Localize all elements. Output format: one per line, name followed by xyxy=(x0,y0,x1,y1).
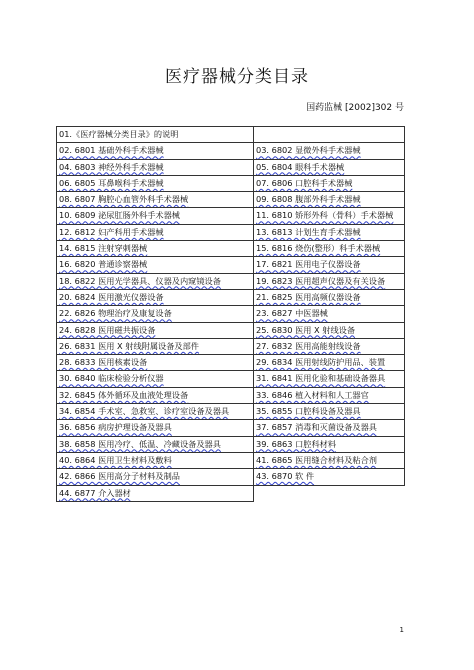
catalog-cell-right[interactable] xyxy=(253,175,405,192)
catalog-row xyxy=(56,289,406,305)
catalog-row xyxy=(56,273,406,289)
catalog-cell-right[interactable] xyxy=(253,142,405,159)
catalog-item-link[interactable]: 28. 6833 医用核素设备 xyxy=(59,357,148,368)
catalog-cell-right[interactable] xyxy=(253,159,405,176)
catalog-item-link[interactable]: 26. 6831 医用 X 射线附属设备及部件 xyxy=(59,340,199,351)
catalog-cell-left[interactable] xyxy=(56,387,254,404)
catalog-row xyxy=(56,370,406,386)
page-title: 医疗器械分类目录 xyxy=(165,67,309,87)
catalog-row xyxy=(56,436,406,452)
catalog-item-link[interactable]: 34. 6854 手术室、急救室、诊疗室设备及器具 xyxy=(59,406,230,417)
catalog-cell-right[interactable] xyxy=(253,419,405,436)
catalog-cell-left[interactable] xyxy=(56,370,254,387)
catalog-item-link[interactable]: 31. 6841 医用化验和基础设备器具 xyxy=(256,373,386,384)
catalog-cell-left[interactable] xyxy=(56,273,254,290)
catalog-cell-left[interactable] xyxy=(56,338,254,355)
catalog-cell-right[interactable] xyxy=(253,370,405,387)
catalog-cell-left[interactable] xyxy=(56,175,254,192)
catalog-row xyxy=(56,240,406,256)
catalog-row xyxy=(56,159,406,175)
catalog-item-link[interactable]: 03. 6802 显微外科手术器械 xyxy=(256,145,361,156)
catalog-row xyxy=(56,175,406,191)
catalog-cell-right[interactable] xyxy=(253,240,405,257)
catalog-row xyxy=(56,126,406,142)
catalog-row xyxy=(56,322,406,338)
catalog-item-link[interactable]: 02. 6801 基础外科手术器械 xyxy=(59,145,164,156)
catalog-item-link[interactable]: 19. 6823 医用超声仪器及有关设备 xyxy=(256,275,386,286)
catalog-cell-left[interactable] xyxy=(56,224,254,241)
catalog-cell-left[interactable] xyxy=(56,305,254,322)
catalog-row xyxy=(56,387,406,403)
catalog-item-link[interactable]: 17. 6821 医用电子仪器设备 xyxy=(256,259,361,270)
catalog-table xyxy=(56,126,406,501)
catalog-item-link[interactable]: 33. 6846 植入材料和人工器官 xyxy=(256,389,369,400)
catalog-row xyxy=(56,403,406,419)
catalog-cell-right[interactable] xyxy=(253,468,405,485)
catalog-item-link[interactable]: 07. 6806 口腔科手术器械 xyxy=(256,177,353,188)
catalog-item-link[interactable]: 18. 6822 医用光学器具、仪器及内窥镜设备 xyxy=(59,275,221,286)
catalog-cell-left[interactable] xyxy=(56,142,254,159)
catalog-cell-right[interactable] xyxy=(253,256,405,273)
catalog-cell-right[interactable] xyxy=(253,305,405,322)
catalog-row xyxy=(56,142,406,158)
catalog-item-link[interactable]: 11. 6810 矫形外科（骨科）手术器械 xyxy=(256,210,394,221)
catalog-item-link[interactable]: 14. 6815 注射穿刺器械 xyxy=(59,243,148,254)
catalog-item-link[interactable]: 12. 6812 妇产科用手术器械 xyxy=(59,226,164,237)
catalog-item-link[interactable]: 22. 6826 物理治疗及康复设备 xyxy=(59,308,172,319)
catalog-cell-right[interactable] xyxy=(253,354,405,371)
catalog-cell-right[interactable] xyxy=(253,403,405,420)
catalog-item-link[interactable]: 01.《医疗器械分类目录》的说明 xyxy=(59,129,179,139)
catalog-item-link[interactable]: 38. 6858 医用冷疗、低温、冷藏设备及器具 xyxy=(59,438,221,449)
catalog-cell-right[interactable] xyxy=(253,387,405,404)
catalog-row xyxy=(56,485,406,501)
catalog-item-link[interactable]: 25. 6830 医用 X 射线设备 xyxy=(256,324,356,335)
catalog-item-link[interactable]: 39. 6863 口腔科材料 xyxy=(256,438,337,449)
page-number: 1 xyxy=(399,626,404,634)
catalog-row xyxy=(56,191,406,207)
catalog-cell-right[interactable] xyxy=(253,338,405,355)
catalog-row xyxy=(56,305,406,321)
catalog-cell-right[interactable] xyxy=(253,207,405,224)
catalog-item-link[interactable]: 27. 6832 医用高能射线设备 xyxy=(256,340,361,351)
catalog-item-link[interactable]: 08. 6807 胸腔心血管外科手术器械 xyxy=(59,194,189,205)
catalog-cell-left[interactable] xyxy=(56,289,254,306)
catalog-item-link[interactable]: 41. 6865 医用缝合材料及粘合剂 xyxy=(256,454,377,465)
catalog-item-link[interactable]: 05. 6804 眼科手术器械 xyxy=(256,161,345,172)
catalog-cell-left[interactable] xyxy=(56,207,254,224)
catalog-item-link[interactable]: 13. 6813 计划生育手术器械 xyxy=(256,226,361,237)
catalog-row xyxy=(56,224,406,240)
catalog-item-link[interactable]: 09. 6808 腹部外科手术器械 xyxy=(256,194,361,205)
catalog-row xyxy=(56,452,406,468)
catalog-cell-left[interactable] xyxy=(56,159,254,176)
catalog-item-link[interactable]: 04. 6803 神经外科手术器械 xyxy=(59,161,164,172)
catalog-cell-left[interactable] xyxy=(56,452,254,469)
catalog-item-link[interactable]: 23. 6827 中医器械 xyxy=(256,308,328,319)
catalog-cell-left[interactable] xyxy=(56,354,254,371)
catalog-row xyxy=(56,338,406,354)
catalog-item-link[interactable]: 40. 6864 医用卫生材料及敷料 xyxy=(59,454,172,465)
catalog-cell-left[interactable] xyxy=(56,403,254,420)
catalog-cell-left[interactable] xyxy=(56,419,254,436)
catalog-cell-left[interactable] xyxy=(56,436,254,453)
catalog-cell-right[interactable] xyxy=(253,273,405,290)
catalog-cell-left[interactable] xyxy=(56,256,254,273)
catalog-row xyxy=(56,354,406,370)
catalog-item-link[interactable]: 10. 6809 泌尿肛肠外科手术器械 xyxy=(59,210,180,221)
catalog-cell-left[interactable] xyxy=(56,191,254,208)
catalog-item-link[interactable]: 37. 6857 消毒和灭菌设备及器具 xyxy=(256,422,377,433)
catalog-cell-right[interactable] xyxy=(253,224,405,241)
catalog-cell-left[interactable] xyxy=(56,322,254,339)
catalog-cell-left[interactable] xyxy=(56,240,254,257)
catalog-cell-right[interactable] xyxy=(253,436,405,453)
catalog-cell-right[interactable] xyxy=(253,452,405,469)
catalog-cell-right[interactable] xyxy=(253,191,405,208)
catalog-cell-right[interactable] xyxy=(253,289,405,306)
catalog-item-link[interactable]: 36. 6856 病房护理设备及器具 xyxy=(59,422,172,433)
catalog-item-link[interactable]: 20. 6824 医用激光仪器设备 xyxy=(59,291,164,302)
catalog-item-link[interactable]: 44. 6877 介入器材 xyxy=(59,487,131,498)
catalog-row xyxy=(56,419,406,435)
catalog-item-link[interactable]: 32. 6845 体外循环及血液处理设备 xyxy=(59,389,189,400)
catalog-item-link[interactable]: 35. 6855 口腔科设备及器具 xyxy=(256,406,361,417)
catalog-cell-left[interactable] xyxy=(56,468,254,485)
catalog-item-link[interactable]: 29. 6834 医用射线防护用品、装置 xyxy=(256,357,386,368)
catalog-row xyxy=(56,256,406,272)
catalog-row xyxy=(56,468,406,484)
catalog-cell-left[interactable] xyxy=(56,126,254,143)
catalog-cell-empty xyxy=(253,126,405,143)
catalog-cell-left[interactable] xyxy=(56,485,254,502)
catalog-item-link[interactable]: 06. 6805 耳鼻喉科手术器械 xyxy=(59,177,164,188)
catalog-item-link[interactable]: 15. 6816 烧伤(整形）科手术器械 xyxy=(256,243,381,254)
catalog-row xyxy=(56,207,406,223)
document-number: 国药监械 [2002]302 号 xyxy=(306,103,404,113)
catalog-item-link[interactable]: 30. 6840 临床检验分析仪器 xyxy=(59,373,164,384)
catalog-item-link[interactable]: 24. 6828 医用磁共振设备 xyxy=(59,324,156,335)
catalog-item-link[interactable]: 43. 6870 软 件 xyxy=(256,471,315,482)
catalog-item-link[interactable]: 16. 6820 普通诊察器械 xyxy=(59,259,148,270)
catalog-cell-right[interactable] xyxy=(253,322,405,339)
catalog-item-link[interactable]: 21. 6825 医用高频仪器设备 xyxy=(256,291,361,302)
catalog-item-link[interactable]: 42. 6866 医用高分子材料及制品 xyxy=(59,471,180,482)
